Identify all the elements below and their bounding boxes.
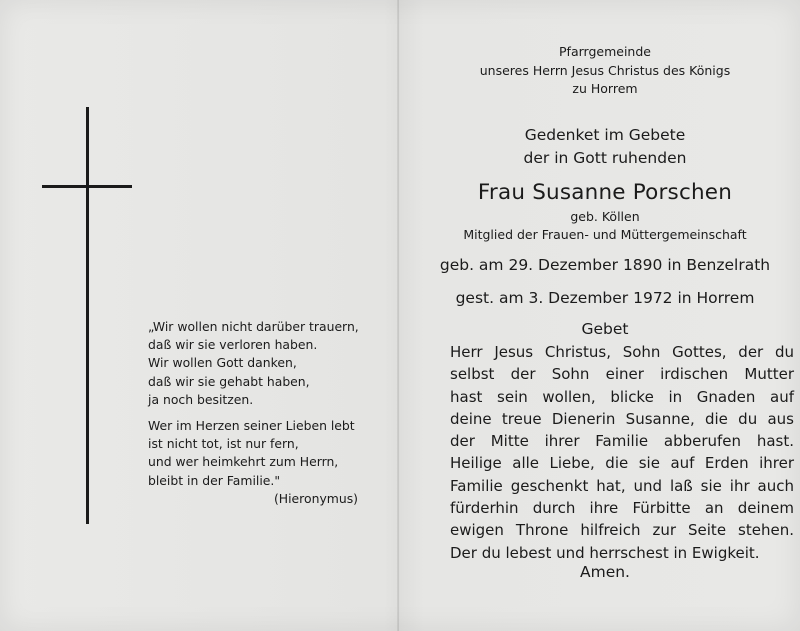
hieronymus-quote: [148, 318, 388, 508]
prayer-line: Heilige alle Liebe, die sie auf Erden ihrer: [450, 454, 794, 473]
quote-line: Wir wollen Gott danken,: [148, 355, 297, 371]
remember-heading: [410, 124, 800, 170]
parish-line: zu Horrem: [572, 81, 638, 96]
remember-line: der in Gott ruhenden: [523, 149, 687, 167]
parish-line: Pfarrgemeinde: [559, 44, 651, 59]
quote-line: ist nicht tot, ist nur fern,: [148, 436, 299, 452]
deceased-name: Frau Susanne Porschen: [477, 180, 733, 205]
quote-line: ja noch besitzen.: [148, 391, 254, 407]
prayer-amen: Amen.: [580, 563, 630, 581]
prayer-line: der Mitte ihrer Familie abberufen hast.: [450, 432, 794, 451]
membership: Mitglied der Frauen- und Müttergemeinschaft: [463, 227, 747, 242]
prayer-line: Der du lebest und herrschest in Ewigkeit.: [450, 543, 760, 562]
quote-line: und wer heimkehrt zum Herrn,: [148, 454, 339, 470]
prayer-line: ewigen Throne hilfreich zur Seite stehen.: [450, 521, 794, 540]
quote-line: bleibt in der Familie.": [148, 472, 281, 488]
remember-line: Gedenket im Gebete: [524, 126, 686, 144]
cross-vertical-bar: [86, 107, 89, 524]
quote-source: (Hieronymus): [273, 490, 358, 506]
parish-line: unseres Herrn Jesus Christus des Königs: [479, 62, 731, 78]
prayer-line: selbst der Sohn einer irdischen Mutter: [450, 365, 794, 384]
prayer-line: fürderhin durch ihre Fürbitte an deinem: [450, 499, 794, 518]
death-date: gest. am 3. Dezember 1972 in Horrem: [455, 289, 755, 307]
quote-line: daß wir sie verloren haben.: [148, 337, 318, 353]
quote-line: Wer im Herzen seiner Lieben lebt: [148, 418, 355, 434]
prayer-title: Gebet: [581, 320, 629, 338]
cross-horizontal-bar: [42, 185, 132, 188]
prayer-text: [450, 341, 794, 564]
parish-header: [410, 43, 800, 99]
stanza-gap: [148, 409, 388, 417]
prayer-line: Familie geschenkt hat, und laß sie ihr auch: [450, 476, 794, 495]
prayer-line: Herr Jesus Christus, Sohn Gottes, der du: [450, 343, 794, 361]
quote-line: daß wir sie gehabt haben,: [148, 373, 310, 389]
maiden-name: geb. Köllen: [570, 209, 640, 224]
prayer-line: hast sein wollen, blicke in Gnaden auf: [450, 387, 794, 406]
birth-date: geb. am 29. Dezember 1890 in Benzelrath: [439, 256, 771, 274]
prayer-line: deine treue Dienerin Susanne, die du aus: [450, 409, 794, 428]
card-fold: [397, 0, 400, 631]
quote-line: „Wir wollen nicht darüber trauern,: [148, 319, 359, 334]
